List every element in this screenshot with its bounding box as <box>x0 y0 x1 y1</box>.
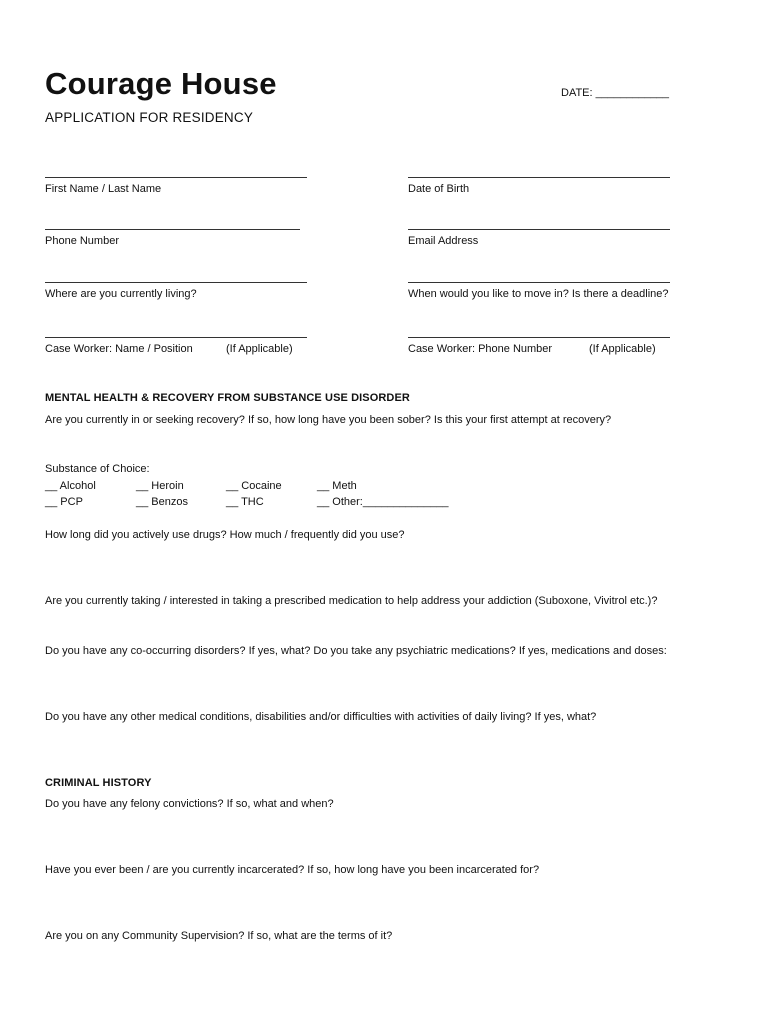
name-input-line[interactable] <box>45 177 307 178</box>
phone-input-line[interactable] <box>45 229 300 230</box>
substance-label: Substance of Choice: <box>45 463 150 475</box>
form-subtitle: APPLICATION FOR RESIDENCY <box>45 110 254 125</box>
question-incarcerated: Have you ever been / are you currently incarcerated? If so, how long have you been incarcerated for? <box>45 864 540 876</box>
question-medical: Do you have any other medical conditions, disabilities and/or difficulties with activities of daily living? If yes, what? <box>45 711 597 723</box>
case-worker-phone-note: (If Applicable) <box>589 343 656 355</box>
case-worker-phone-label: Case Worker: Phone Number <box>408 343 553 355</box>
case-worker-name-label: Case Worker: Name / Position <box>45 343 193 355</box>
checkbox-cocaine[interactable]: __ Cocaine <box>226 480 282 492</box>
case-worker-phone-input-line[interactable] <box>408 337 670 338</box>
question-felony: Do you have any felony convictions? If so, what and when? <box>45 798 334 810</box>
checkbox-meth[interactable]: __ Meth <box>317 480 357 492</box>
question-drug-use: How long did you actively use drugs? How much / frequently did you use? <box>45 529 405 541</box>
dob-label: Date of Birth <box>408 183 470 195</box>
question-medication: Are you currently taking / interested in taking a prescribed medication to help address your addiction (Suboxone, Vivitrol etc.)? <box>45 595 658 607</box>
mental-health-heading: MENTAL HEALTH & RECOVERY FROM SUBSTANCE USE DISORDER <box>45 392 410 404</box>
phone-label: Phone Number <box>45 235 119 247</box>
question-recovery: Are you currently in or seeking recovery? If so, how long have you been sober? Is this your first attempt at recovery? <box>45 414 612 426</box>
email-label: Email Address <box>408 235 479 247</box>
question-supervision: Are you on any Community Supervision? If so, what are the terms of it? <box>45 930 393 942</box>
form-title: Courage House <box>45 66 277 101</box>
checkbox-other[interactable]: __ Other:______________ <box>317 496 449 508</box>
name-label: First Name / Last Name <box>45 183 162 195</box>
checkbox-pcp[interactable]: __ PCP <box>45 496 83 508</box>
criminal-history-heading: CRIMINAL HISTORY <box>45 777 152 789</box>
checkbox-alcohol[interactable]: __ Alcohol <box>45 480 96 492</box>
living-label: Where are you currently living? <box>45 288 197 300</box>
checkbox-thc[interactable]: __ THC <box>226 496 264 508</box>
checkbox-benzos[interactable]: __ Benzos <box>136 496 188 508</box>
living-input-line[interactable] <box>45 282 307 283</box>
checkbox-heroin[interactable]: __ Heroin <box>136 480 184 492</box>
move-in-input-line[interactable] <box>408 282 670 283</box>
dob-input-line[interactable] <box>408 177 670 178</box>
email-input-line[interactable] <box>408 229 670 230</box>
case-worker-name-note: (If Applicable) <box>226 343 293 355</box>
case-worker-name-input-line[interactable] <box>45 337 307 338</box>
question-cooccurring: Do you have any co-occurring disorders? If yes, what? Do you take any psychiatric medications? If yes, medications and doses: <box>45 645 667 657</box>
move-in-label: When would you like to move in? Is there a deadline? <box>408 288 669 300</box>
date-field[interactable]: DATE: ____________ <box>561 87 670 99</box>
